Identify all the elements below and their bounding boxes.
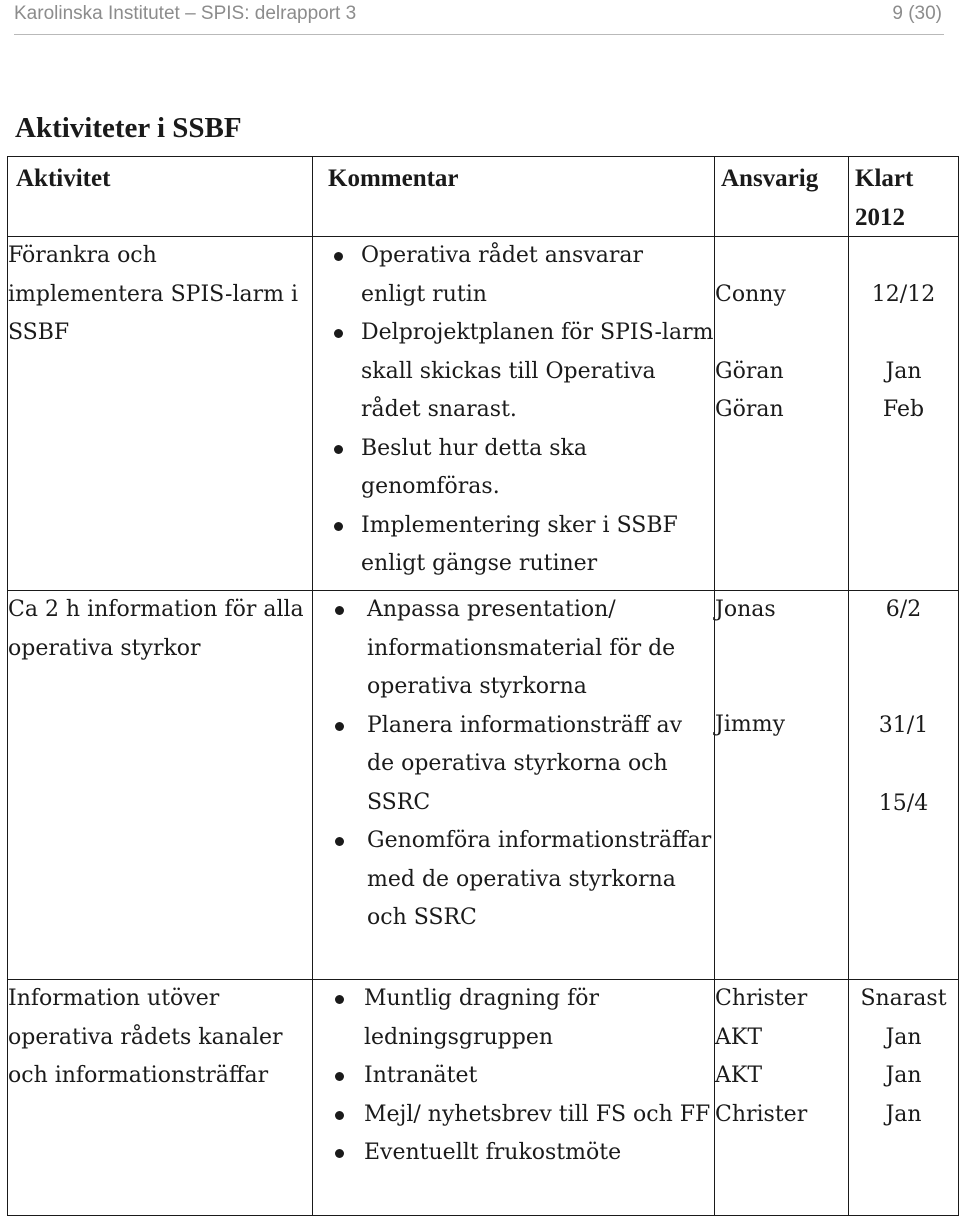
responsible-name: Conny [715,281,786,307]
comment-cell [313,591,715,980]
list-item: Delprojektplanen för SPIS-larm skall skickas till Operativa rådet snarast. [313,314,714,430]
list-item: Mejl/ nyhetsbrev till FS och FF [313,1096,714,1135]
header-comment: Kommentar [313,157,715,237]
comment-list [313,237,714,584]
comment-list [313,980,714,1173]
done-cell [849,980,959,1216]
list-item: Genomföra informationsträffar med de operativa styrkorna och SSRC [313,822,714,938]
responsible-cell [715,980,849,1216]
list-item: Muntlig dragning för ledningsgruppen [313,980,714,1057]
done-cell [849,237,959,591]
comment-list [313,591,714,938]
header-done-year: 2012 [855,203,905,231]
responsible-name: Christer [715,1101,808,1127]
done-date: Snarast [860,986,947,1011]
done-date: Jan [885,1024,922,1050]
done-date: Jan [885,358,922,384]
responsible-name: Göran [715,358,784,384]
list-item: Implementering sker i SSBF enligt gängse rutiner [313,507,714,584]
done-date: Feb [882,397,925,422]
activity-cell: Information utöver operativa rådets kanaler och informationsträffar [8,980,313,1216]
activity-cell: Ca 2 h information för alla operativa styrkor [8,591,313,980]
list-item: Intranätet [313,1057,714,1096]
list-item: Anpassa presentation/ informationsmaterial för de operativa styrkorna [313,591,714,707]
responsible-cell [715,591,849,980]
done-date: 6/2 [885,597,922,622]
header-activity: Aktivitet [8,157,313,237]
responsible-cell [715,237,849,591]
list-item: Planera informationsträff av de operativa styrkorna och SSRC [313,707,714,823]
done-cell [849,591,959,980]
done-date: 12/12 [871,281,936,307]
done-date: Jan [885,1101,922,1127]
done-date: 31/1 [878,712,929,738]
table-row [8,237,959,591]
activity-cell: Förankra och implementera SPIS-larm i SSBF [8,237,313,591]
header-page-number: 9 (30) [892,3,942,24]
activities-table [7,156,959,1216]
responsible-name: Jimmy [715,711,786,737]
responsible-name: AKT [715,1024,762,1050]
section-title: Aktiviteter i SSBF [15,112,242,144]
done-date: 15/4 [878,791,929,816]
responsible-name: AKT [715,1063,762,1088]
comment-cell [313,237,715,591]
table-header-row [8,157,959,237]
list-item: Operativa rådet ansvarar enligt rutin [313,237,714,314]
header-responsible: Ansvarig [715,157,849,237]
comment-cell [313,980,715,1216]
table-row [8,591,959,980]
page-header [14,0,944,35]
responsible-name: Jonas [715,597,776,622]
responsible-name: Göran [715,397,784,422]
responsible-name: Christer [715,986,808,1011]
header-done [849,157,959,237]
header-document-title: Karolinska Institutet – SPIS: delrapport 3 [14,3,357,24]
list-item: Beslut hur detta ska genomföras. [313,430,714,507]
header-done-label: Klart [855,165,914,192]
done-date: Jan [885,1063,922,1088]
table-row [8,980,959,1216]
list-item: Eventuellt frukostmöte [313,1134,714,1173]
